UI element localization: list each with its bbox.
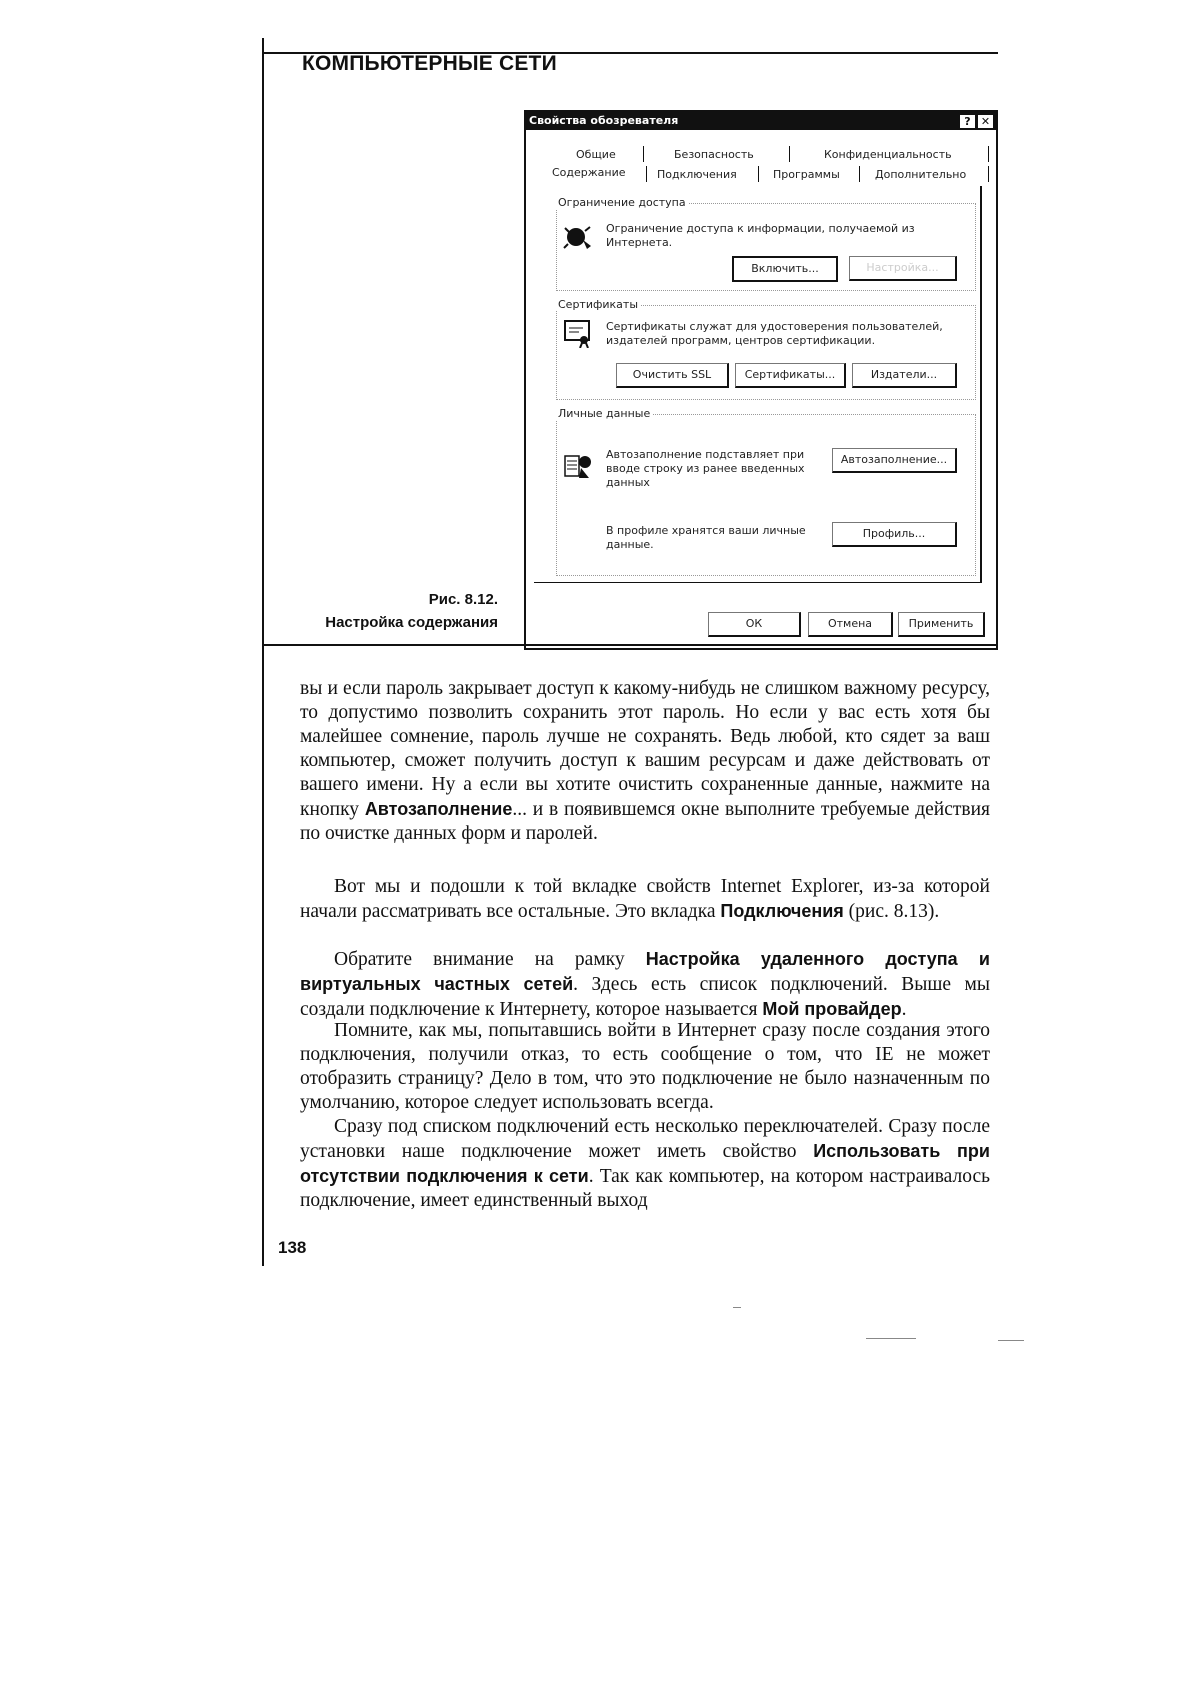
paragraph-3-text: Обратите внимание на рамку: [334, 949, 646, 970]
access-group-label: Ограничение доступа: [558, 196, 686, 209]
close-icon[interactable]: ✕: [977, 114, 994, 129]
certificates-description: Сертификаты служат для удостоверения пользователей, издателей программ, центров сертификации.: [606, 320, 943, 347]
paragraph-5: [300, 1115, 990, 1213]
tab-security[interactable]: Безопасность: [674, 148, 754, 161]
clear-ssl-button[interactable]: Очистить SSL: [616, 363, 729, 388]
figure-caption: Настройка содержания: [325, 614, 498, 631]
figure-bottom-rule: [262, 644, 998, 646]
paragraph-3-text-mid: . Здесь есть список подключений. Выше мы создали подключение к Интернету, которое называется: [300, 974, 990, 1020]
tab-separator: [789, 146, 790, 162]
paragraph-1: [300, 677, 990, 846]
certificates-group-label: Сертификаты: [558, 298, 639, 311]
internet-options-dialog: [524, 110, 998, 650]
publishers-button[interactable]: Издатели...: [852, 363, 957, 388]
term-autofill: Автозаполнение: [364, 799, 513, 819]
ok-button[interactable]: ОК: [708, 612, 801, 637]
scan-speck: [998, 1340, 1024, 1341]
left-margin-rule: [262, 38, 264, 1266]
paragraph-5-text: Сразу под списком подключений есть несколько переключателей. Сразу после установки наше подключение может иметь свойство: [300, 1116, 990, 1162]
paragraph-4: Помните, как мы, попытавшись войти в Интернет сразу после создания этого подключения, получили отказ, то есть сообщение о том, что IE не может отобразить страницу? Дело в том, что это подключение не было назначенным по умолчанию, которое следует использовать всегда.: [300, 1020, 990, 1113]
access-settings-button[interactable]: Настройка...: [849, 256, 957, 281]
paragraph-2-text: Вот мы и подошли к той вкладке свойств Internet Explorer, из-за которой начали рассматривать все остальные. Это вкладка: [300, 876, 990, 922]
figure-label: Рис. 8.12.: [428, 591, 498, 608]
certificate-icon: [563, 318, 593, 348]
autocomplete-icon: [563, 450, 593, 480]
tab-separator: [859, 166, 860, 182]
personal-data-group-label: Личные данные: [558, 407, 651, 420]
dialog-title: Свойства обозревателя: [529, 114, 679, 127]
autocomplete-description: Автозаполнение подставляет при вводе строку из ранее введенных данных: [606, 448, 805, 489]
autocomplete-button[interactable]: Автозаполнение...: [832, 448, 957, 473]
tab-separator: [643, 146, 644, 162]
term-use-when-no-connection: Использовать при отсутствии подключения к сети: [300, 1141, 990, 1186]
tab-advanced[interactable]: Дополнительно: [875, 168, 967, 181]
term-my-provider: Мой провайдер: [762, 999, 902, 1019]
access-restriction-icon: [563, 222, 593, 252]
tab-general[interactable]: Общие: [576, 148, 616, 161]
tab-programs[interactable]: Программы: [773, 168, 840, 181]
paragraph-2-text-end: (рис. 8.13).: [843, 901, 940, 922]
paragraph-1-text-end: ... и в появившемся окне выполните требуемые действия по очистке данных форм и паролей.: [300, 799, 990, 844]
paragraph-2: [300, 875, 990, 924]
paragraph-3-text-end: .: [901, 999, 907, 1020]
paragraph-3: [300, 947, 990, 1022]
apply-button[interactable]: Применить: [898, 612, 985, 637]
tab-separator: [646, 166, 647, 182]
access-description: Ограничение доступа к информации, получаемой из Интернета.: [606, 222, 915, 249]
enable-button[interactable]: Включить...: [732, 256, 838, 282]
tab-separator: [988, 146, 989, 162]
profile-description: В профиле хранятся ваши личные данные.: [606, 524, 806, 551]
scan-speck: [866, 1338, 916, 1339]
page-number: 138: [278, 1238, 307, 1257]
term-remote-access: Настройка удаленного доступа и виртуальных частных сетей: [300, 949, 990, 994]
scan-speck: [733, 1307, 741, 1308]
certificates-button[interactable]: Сертификаты...: [735, 363, 846, 388]
paragraph-1-text: вы и если пароль закрывает доступ к какому-нибудь не слишком важному ресурсу, то допустимо позволить сохранить этот пароль. Но если у вас есть хотя бы малейшее сомнение, пароль лучше не сохранять. Ведь любой, кто сядет за ваш компьютер, сможет получить доступ к вашим ресурсам и даже действовать от вашего имени. Ну а если вы хотите очистить сохраненные данные, нажмите на кнопку: [300, 678, 990, 820]
paragraph-5-text-end: . Так как компьютер, на котором настраивалось подключение, имеет единственный выход: [300, 1166, 991, 1211]
tab-separator: [988, 166, 989, 182]
help-icon[interactable]: ?: [959, 114, 976, 129]
tab-content[interactable]: Содержание: [552, 166, 626, 179]
term-connections: Подключения: [720, 901, 844, 921]
dialog-titlebar: [526, 112, 996, 130]
tab-separator: [758, 166, 759, 182]
tab-privacy[interactable]: Конфиденциальность: [824, 148, 952, 161]
profile-button[interactable]: Профиль...: [832, 522, 957, 547]
cancel-button[interactable]: Отмена: [808, 612, 893, 637]
tab-connections[interactable]: Подключения: [657, 168, 737, 181]
running-header: КОМПЬЮТЕРНЫЕ СЕТИ: [302, 52, 557, 75]
